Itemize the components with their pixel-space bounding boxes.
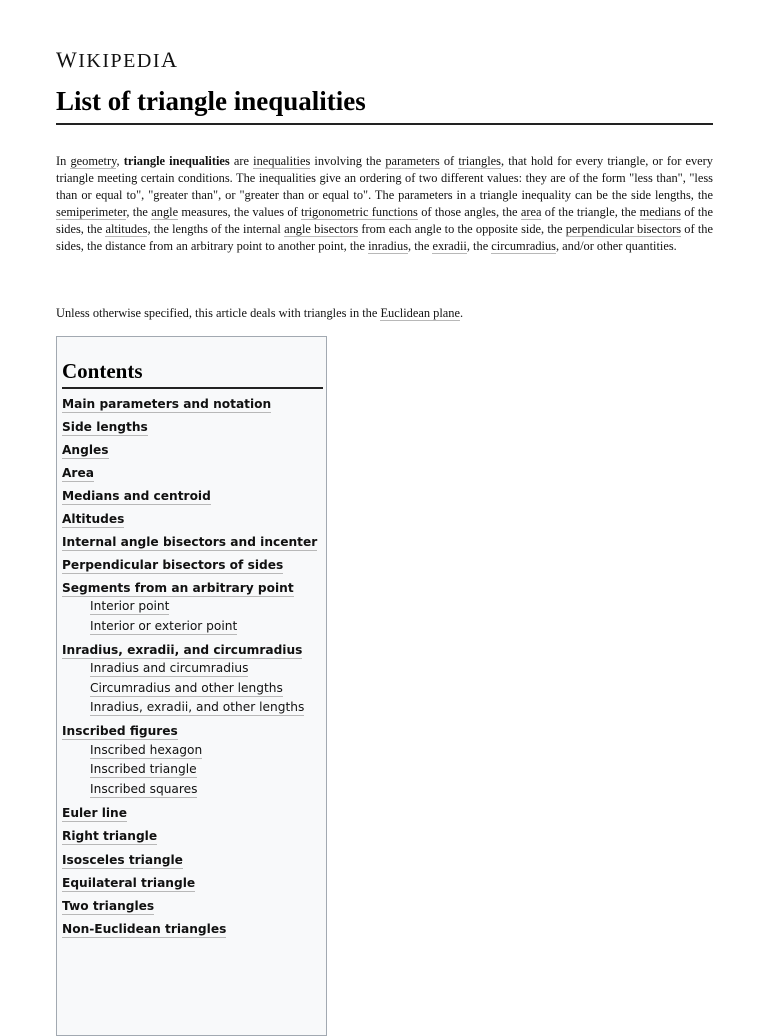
- toc-item[interactable]: Side lengths: [62, 420, 148, 434]
- logo-letter-last: A: [160, 47, 179, 72]
- toc-item[interactable]: Internal angle bisectors and incenter: [62, 535, 318, 549]
- link-circumradius[interactable]: circumradius: [491, 239, 556, 254]
- toc-title: Contents: [62, 359, 143, 383]
- toc-item[interactable]: Right triangle: [62, 829, 158, 843]
- link-geometry[interactable]: geometry: [70, 154, 117, 168]
- scope-paragraph: Unless otherwise specified, this article deals with triangles in the Euclidean plane.: [56, 306, 464, 320]
- logo-letter-first: W: [56, 47, 79, 72]
- table-of-contents: [56, 336, 327, 1036]
- toc-item[interactable]: Segments from an arbitrary point: [62, 581, 294, 595]
- link-inequalities[interactable]: inequalities: [253, 154, 311, 168]
- link-angle-bisectors[interactable]: angle bisectors: [284, 222, 359, 237]
- link-semiperimeter[interactable]: semiperimeter: [56, 205, 127, 220]
- link-inradius[interactable]: inradius: [368, 239, 409, 254]
- toc-item[interactable]: Medians and centroid: [62, 489, 211, 503]
- toc-subitem[interactable]: Inscribed squares: [90, 782, 198, 796]
- toc-item[interactable]: Main parameters and notation: [62, 397, 272, 411]
- toc-item[interactable]: Angles: [62, 443, 109, 457]
- intro-paragraph: In geometry, triangle inequalities are inequalities involving the parameters of triangles, that hold for every triangle, or for every triangle meeting certain conditions. The inequalities give an ordering of two different values: they are of the form "less than", "less than or equal to", "greater than", or "greater than or equal to". The parameters in a triangle inequality can be the side lengths, the semiperimeter, the angle measures, the values of trigonometric functions of those angles, the area of the triangle, the medians of the sides, the altitudes, the lengths of the internal angle bisectors from each angle to the opposite side, the perpendicular bisectors of the sides, the distance from an arbitrary point to another point, the inradius, the exradii, the circumradius, and/or other quantities.: [56, 154, 714, 254]
- toc-subitem[interactable]: Inscribed triangle: [90, 762, 197, 776]
- toc-subitem[interactable]: Circumradius and other lengths: [90, 681, 283, 695]
- toc-subitem[interactable]: Interior point: [90, 599, 170, 613]
- link-perpendicular-bisectors[interactable]: perpendicular bisectors: [565, 222, 682, 237]
- toc-item[interactable]: Two triangles: [62, 899, 155, 913]
- link-medians[interactable]: medians: [639, 205, 681, 220]
- logo-letters-middle: IKIPEDI: [78, 50, 161, 72]
- toc-item[interactable]: Inradius, exradii, and circumradius: [62, 643, 303, 657]
- link-angle[interactable]: angle: [151, 205, 179, 220]
- toc-item[interactable]: Equilateral triangle: [62, 876, 196, 890]
- toc-item[interactable]: Isosceles triangle: [62, 853, 183, 867]
- toc-subitem[interactable]: Inradius, exradii, and other lengths: [90, 700, 305, 714]
- link-area[interactable]: area: [520, 205, 542, 220]
- link-trigonometric-functions[interactable]: trigonometric functions: [301, 205, 418, 220]
- link-altitudes[interactable]: altitudes: [105, 222, 148, 237]
- link-parameters[interactable]: parameters: [385, 154, 440, 168]
- toc-item[interactable]: Altitudes: [62, 512, 125, 526]
- toc-subitem[interactable]: Interior or exterior point: [90, 619, 238, 633]
- toc-item[interactable]: Perpendicular bisectors of sides: [62, 558, 284, 572]
- link-exradii[interactable]: exradii: [432, 239, 467, 254]
- toc-subitem[interactable]: Inscribed hexagon: [90, 743, 203, 757]
- toc-subitem[interactable]: Inradius and circumradius: [90, 661, 249, 675]
- toc-item[interactable]: Inscribed figures: [62, 724, 178, 738]
- toc-divider: [62, 387, 323, 389]
- page-title: List of triangle inequalities: [56, 86, 366, 116]
- toc-item[interactable]: Euler line: [62, 806, 127, 820]
- toc-item[interactable]: Non-Euclidean triangles: [62, 922, 227, 936]
- toc-item[interactable]: Area: [62, 466, 94, 480]
- link-triangles[interactable]: triangles: [458, 154, 501, 168]
- link-euclidean-plane[interactable]: Euclidean plane: [380, 306, 460, 320]
- title-divider: [56, 123, 713, 125]
- bold-term: triangle inequalities: [123, 154, 230, 168]
- site-logo[interactable]: [56, 47, 178, 73]
